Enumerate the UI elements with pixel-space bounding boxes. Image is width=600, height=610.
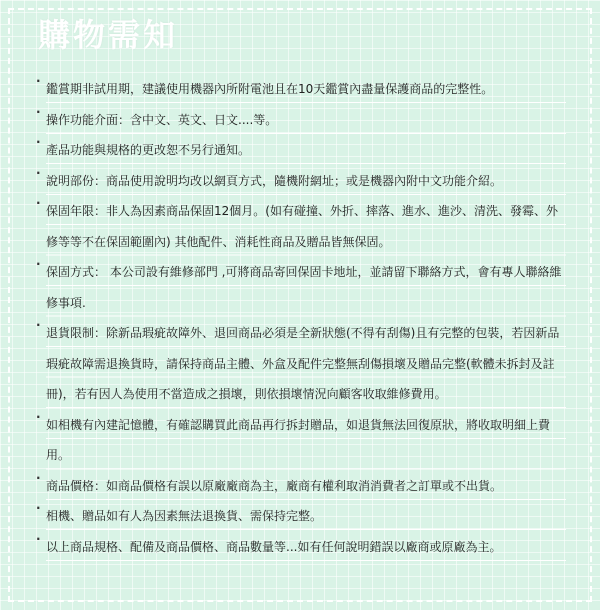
list-item-text: · 退貨限制：除新品瑕疵故障外、退回商品必須是全新狀態(不得有刮傷)且有完整的包裝，若因新品瑕疵故障需退換貨時，請保持商品主體、外盒及配件完整無刮傷損壞及贈品完整(軟體未拆封及註冊)，若有因人為使用不當造成之損壞，則依損壞情況向顧客收取維修費用。 (46, 318, 566, 410)
list-item (36, 501, 566, 532)
list-item-text: · 鑑賞期非試用期，建議使用機器內所附電池且在10天鑑賞內盡量保護商品的完整性。 (46, 74, 566, 105)
list-item (36, 105, 566, 136)
page-title: 購物需知 (38, 16, 179, 54)
list-item-text: · 如相機有內建記憶體，有確認購買此商品再行拆封贈品，如退貨無法回復原狀，將收取明細上費用。 (46, 410, 566, 471)
list-item (36, 318, 566, 410)
list-item (36, 471, 566, 502)
list-item (36, 257, 566, 318)
list-item (36, 532, 566, 563)
list-item-text: · 以上商品規格、配備及商品價格、商品數量等...如有任何說明錯誤以廠商或原廠為主。 (46, 532, 566, 563)
list-item-text: · 說明部份：商品使用說明均改以網頁方式，隨機附網址；或是機器內附中文功能介紹。 (46, 166, 566, 197)
list-item (36, 135, 566, 166)
list-item (36, 166, 566, 197)
list-item (36, 74, 566, 105)
list-item-text: · 相機、贈品如有人為因素無法退換貨、需保持完整。 (46, 501, 566, 532)
notice-list (36, 74, 566, 562)
list-item-text: · 產品功能與規格的更改恕不另行通知。 (46, 135, 566, 166)
list-item-text: · 保固方式： 本公司設有維修部門 ,可將商品寄回保固卡地址，並請留下聯絡方式，會有專人聯絡維修事項. (46, 257, 566, 318)
list-item (36, 410, 566, 471)
list-item (36, 196, 566, 257)
list-item-text: · 操作功能介面：含中文、英文、日文....等。 (46, 105, 566, 136)
list-item-text: · 商品價格：如商品價格有誤以原廠廠商為主，廠商有權利取消消費者之訂單或不出貨。 (46, 471, 566, 502)
list-item-text: · 保固年限：非人為因素商品保固12個月。(如有碰撞、外折、摔落、進水、進沙、清洗、發霉、外修等等不在保固範圍內) 其他配件、消耗性商品及贈品皆無保固。 (46, 196, 566, 257)
